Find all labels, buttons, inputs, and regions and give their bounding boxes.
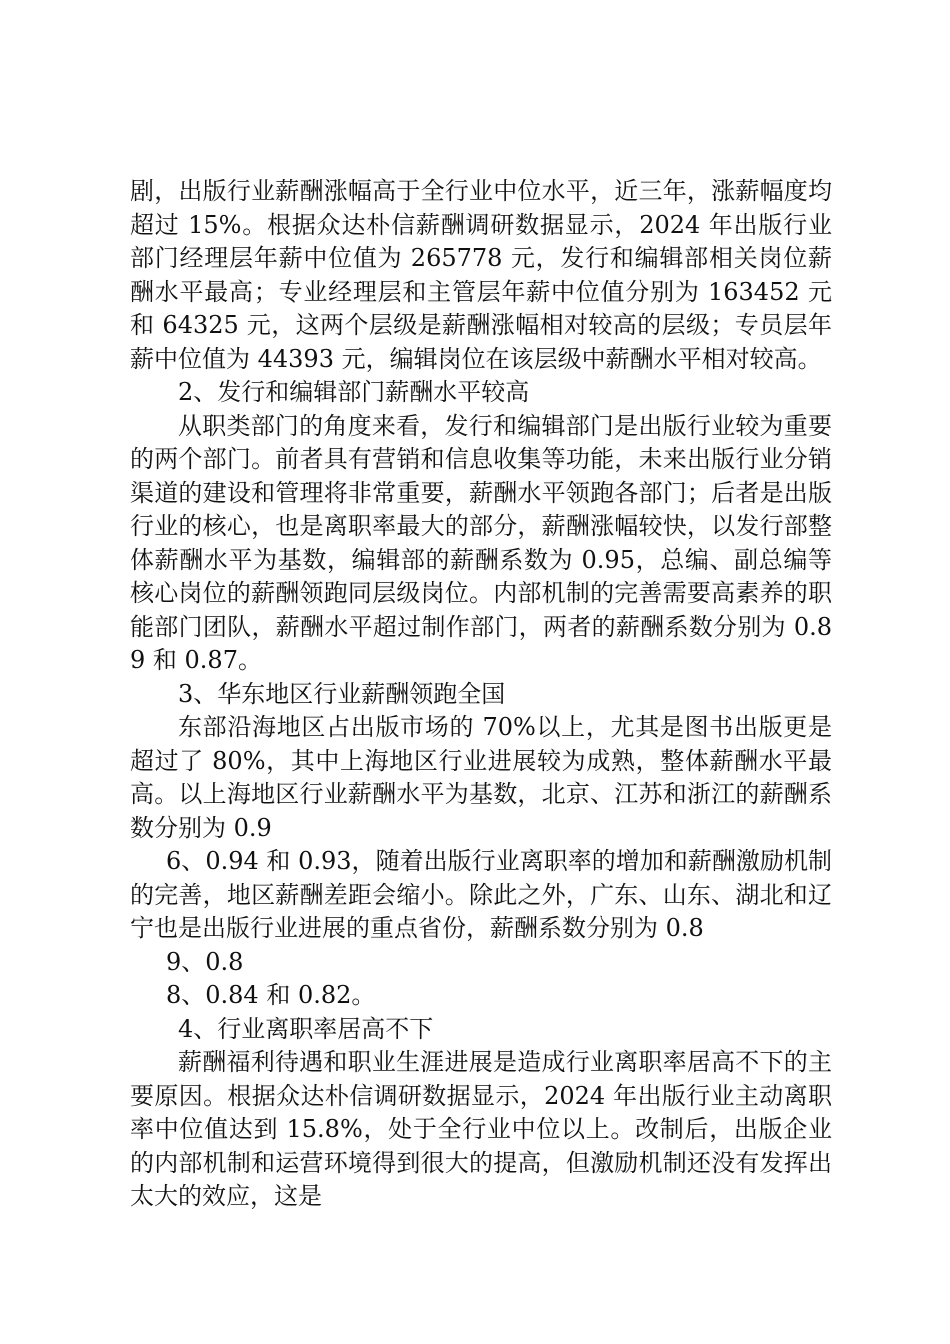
paragraph-coefficient-fragment-2: 8、0.84 和 0.82。 — [166, 981, 376, 1009]
paragraph-departments: 从职类部门的角度来看，发行和编辑部门是出版行业较为重要的两个部门。前者具有营销和信息收集等功能，未来出版行业分销渠道的建设和管理将非常重要，薪酬水平领跑各部门；后者是出版行业的核心，也是离职率最大的部分，薪酬涨幅较快，以发行部整体薪酬水平为基数，编辑部的薪酬系数为 0.95，总编、副总编等核心岗位的薪酬领跑同层级岗位。内部机制的完善需要高素养的职能部门团队，薪酬水平超过制作部门，两者的薪酬系数分别为 0.89 和 0.87。 — [130, 411, 832, 674]
section-heading-2: 2、发行和编辑部门薪酬水平较高 — [178, 378, 530, 406]
section-heading-3: 3、华东地区行业薪酬领跑全国 — [178, 679, 506, 708]
paragraph-coefficient-fragment-1: 9、0.8 — [166, 947, 244, 976]
paragraph-salary-growth: 剧，出版行业薪酬涨幅高于全行业中位水平，近三年，涨薪幅度均超过 15%。根据众达朴信薪酬调研数据显示，2024 年出版行业部门经理层年薪中位值为 265778 元，发行和编辑部相关岗位薪酬水平最高；专业经理层和主管层年薪中位值分别为 163452 元和 64325 元，这两个层级是薪酬涨幅相对较高的层级；专员层年薪中位值为 44393 元，编辑岗位在该层级中薪酬水平相对较高。 — [130, 177, 832, 373]
paragraph-turnover: 薪酬福利待遇和职业生涯进展是造成行业离职率居高不下的主要原因。根据众达朴信调研数据显示，2024 年出版行业主动离职率中位值达到 15.8%，处于全行业中位以上。改制后，出版企业的内部机制和运营环境得到很大的提高，但激励机制还没有发挥出太大的效应，这是 — [130, 1048, 832, 1210]
section-heading-4: 4、行业离职率居高不下 — [178, 1014, 434, 1043]
paragraph-regional-coefficients: 6、0.94 和 0.93，随着出版行业离职率的增加和薪酬激励机制的完善，地区薪酬差距会缩小。除此之外，广东、山东、湖北和辽宁也是出版行业进展的重点省份，薪酬系数分别为 0.8 — [130, 847, 832, 942]
paragraph-east-china: 东部沿海地区占出版市场的 70%以上，尤其是图书出版更是超过了 80%，其中上海地区行业进展较为成熟，整体薪酬水平最高。以上海地区行业薪酬水平为基数，北京、江苏和浙江的薪酬系数分别为 0.9 — [130, 713, 832, 842]
document-page — [130, 175, 832, 1214]
